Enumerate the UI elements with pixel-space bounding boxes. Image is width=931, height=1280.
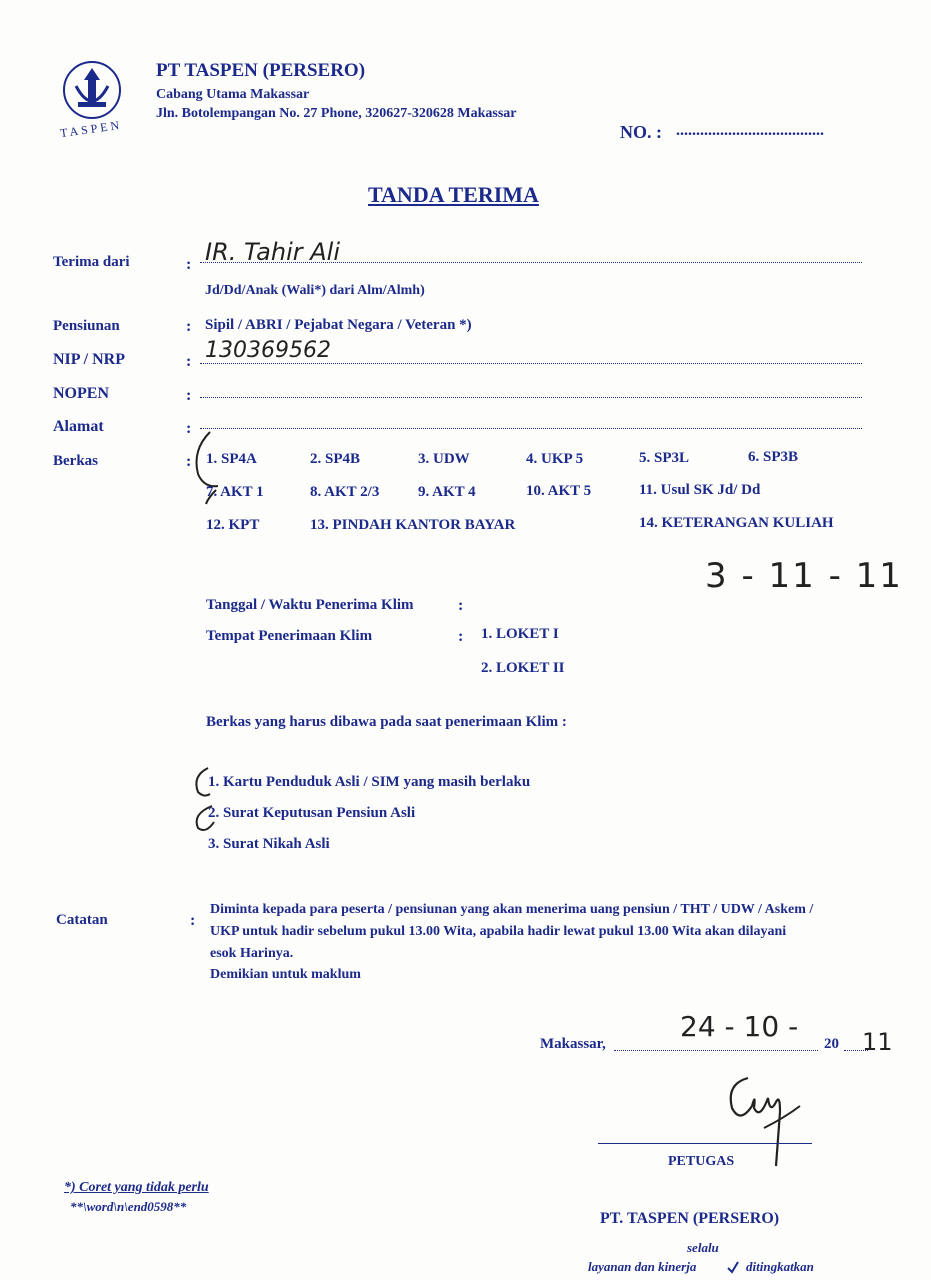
nopen-colon: : [186,387,192,404]
berkas-item: 13. PINDAH KANTOR BAYAR [310,517,516,533]
signature-line [598,1143,812,1144]
berkas-item: 3. UDW [418,451,470,467]
nip-value: 130369562 [205,338,331,363]
signature-date-line [614,1050,818,1051]
signature-place: Makassar, [540,1036,606,1052]
doc-number-dots: ..................................... [676,122,824,139]
catatan-line-4: Demikian untuk maklum [210,967,361,982]
loket-2: 2. LOKET II [481,660,565,676]
berkas-item: 14. KETERANGAN KULIAH [639,515,834,531]
berkas-item: 4. UKP 5 [526,451,584,467]
footer-selalu: selalu [687,1240,719,1255]
pensiunan-colon: : [186,318,192,335]
doc-number-label: NO. : [620,122,662,142]
berkas-item: 8. AKT 2/3 [310,484,380,500]
alamat-line [200,428,862,429]
relation-text: Jd/Dd/Anak (Wali*) dari Alm/Almh) [205,283,425,298]
nip-label: NIP / NRP [53,351,125,368]
nip-line [200,363,862,364]
footer-tagline-right: ditingkatkan [746,1259,814,1274]
berkas-label: Berkas [53,453,98,469]
handwritten-date: 3 - 11 - 11 [705,556,903,596]
petugas-label: PETUGAS [668,1154,735,1169]
catatan-line-2: UKP untuk hadir sebelum pukul 13.00 Wita, apabila hadir lewat pukul 13.00 Wita akan dilayani [210,924,787,939]
checkmark-icon [726,1260,740,1274]
berkas-item: 5. SP3L [639,450,690,466]
tempat-klim-label: Tempat Penerimaan Klim [206,628,373,644]
company-name: PT TASPEN (PERSERO) [156,60,366,81]
klim-doc-item: 1. Kartu Penduduk Asli / SIM yang masih berlaku [208,774,531,790]
berkas-item: 9. AKT 4 [418,484,476,500]
pensiunan-label: Pensiunan [53,318,120,334]
signature-date-hw: 24 - 10 - [680,1010,799,1043]
berkas-item: 2. SP4B [310,451,361,467]
berkas-colon: : [186,453,192,470]
tempat-klim-colon: : [458,628,464,645]
handwritten-signature [718,1068,808,1168]
berkas-item: 6. SP3B [748,449,799,465]
berkas-item: 11. Usul SK Jd/ Dd [639,482,761,498]
nopen-label: NOPEN [53,385,109,402]
nip-colon: : [186,353,192,370]
berkas-item: 7. AKT 1 [206,484,264,500]
footnote-code: **\word\n\end0598** [70,1199,187,1214]
klim-doc-item: 3. Surat Nikah Asli [208,836,330,852]
tanggal-klim-label: Tanggal / Waktu Penerima Klim [206,597,414,613]
footnote-coret: *) Coret yang tidak perlu [64,1180,209,1195]
tanggal-klim-colon: : [458,597,464,614]
branch-name: Cabang Utama Makassar [156,87,310,102]
terima-dari-colon: : [186,256,192,273]
berkas-item: 12. KPT [206,517,260,533]
signature-year-prefix: 20 [824,1036,839,1052]
klim-doc-item: 2. Surat Keputusan Pensiun Asli [208,805,416,821]
logo-caption: TASPEN [59,117,123,141]
footer-company: PT. TASPEN (PERSERO) [600,1210,780,1227]
berkas-klim-heading: Berkas yang harus dibawa pada saat penerimaan Klim : [206,714,567,730]
loket-1: 1. LOKET I [481,626,559,642]
catatan-line-3: esok Harinya. [210,946,294,961]
catatan-colon: : [190,912,196,929]
alamat-colon: : [186,420,192,437]
terima-dari-label: Terima dari [53,254,130,270]
footer-tagline-left: layanan dan kinerja [588,1259,697,1274]
berkas-item: 10. AKT 5 [526,483,592,499]
berkas-item: 1. SP4A [206,451,257,467]
company-address: Jln. Botolempangan No. 27 Phone, 320627-320628 Makassar [156,106,517,121]
catatan-label: Catatan [56,912,108,928]
nopen-line [200,397,862,398]
terima-dari-value: IR. Tahir Ali [205,238,340,266]
pensiunan-options: Sipil / ABRI / Pejabat Negara / Veteran *) [205,317,472,333]
page-title: TANDA TERIMA [368,182,539,207]
catatan-line-1: Diminta kepada para peserta / pensiunan yang akan menerima uang pensiun / THT / UDW / Askem / [210,902,814,917]
alamat-label: Alamat [53,418,104,435]
signature-year-hw: 11 [862,1028,893,1056]
